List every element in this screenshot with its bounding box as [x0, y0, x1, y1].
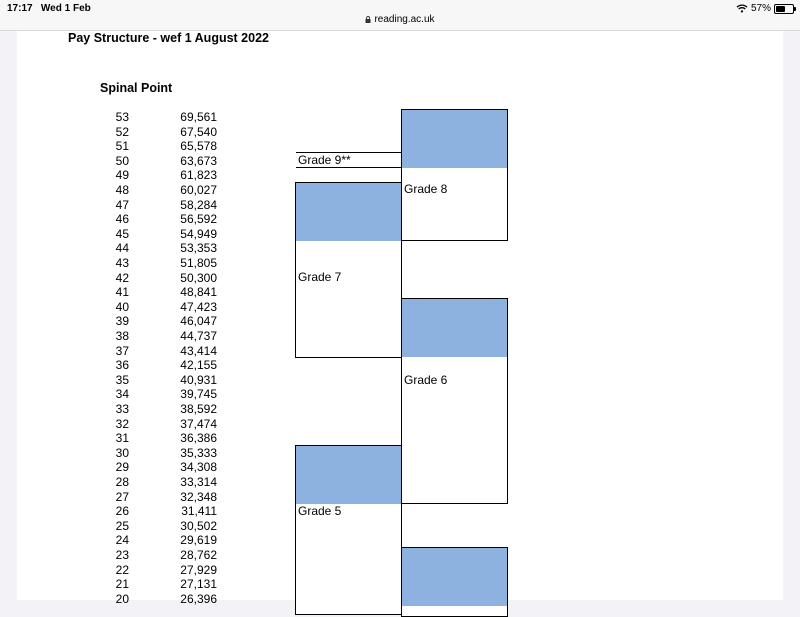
salary-value: 27,131: [180, 577, 217, 592]
spinal-point-header: Spinal Point: [100, 81, 173, 95]
salary-value: 54,949: [180, 226, 217, 241]
spinal-point-value: 29: [115, 460, 129, 475]
status-bar: [0, 0, 800, 31]
salary-value: 37,474: [180, 416, 217, 431]
spinal-point-value: 30: [115, 445, 129, 460]
grade9-label: Grade 9**: [298, 153, 351, 167]
grade8-label: Grade 8: [404, 182, 448, 196]
salary-value: 61,823: [180, 168, 217, 183]
spinal-point-value: 35: [115, 372, 129, 387]
salary-value: 26,396: [180, 591, 217, 606]
grade7-label: Grade 7: [298, 270, 342, 284]
salary-value: 58,284: [180, 197, 217, 212]
spinal-point-value: 23: [115, 548, 129, 562]
salary-value: 30,502: [180, 518, 217, 533]
grade4-band: [402, 548, 507, 606]
grade8-band: [402, 110, 507, 168]
grade9-bottom-line: [296, 167, 402, 168]
salary-value: 46,047: [180, 314, 217, 329]
spinal-point-value: 49: [115, 168, 129, 183]
battery-icon: [774, 4, 794, 14]
salary-value: 60,027: [180, 183, 217, 197]
url-text: reading.ac.uk: [374, 14, 435, 25]
spinal-point-value: 26: [115, 504, 129, 519]
spinal-point-value: 45: [115, 226, 129, 241]
salary-value: 27,929: [180, 562, 217, 577]
status-indicators: [736, 3, 794, 14]
salary-value: 65,578: [180, 139, 217, 154]
salary-value: 39,745: [180, 387, 217, 402]
spinal-point-value: 46: [115, 212, 129, 227]
spinal-point-value: 21: [115, 577, 129, 592]
spinal-point-value: 32: [115, 416, 129, 431]
grade7-band: [296, 183, 401, 241]
salary-value: 67,540: [180, 124, 217, 139]
salary-value: 63,673: [180, 153, 217, 168]
spinal-point-value: 39: [115, 314, 129, 329]
salary-value: 53,353: [180, 241, 217, 256]
spinal-point-value: 52: [115, 124, 129, 139]
spinal-point-value: 41: [115, 285, 129, 300]
salary-value: 47,423: [180, 299, 217, 314]
salary-value: 40,931: [180, 372, 217, 387]
salary-value: 32,348: [180, 489, 217, 504]
salary-value: 28,762: [180, 548, 217, 562]
page-title: Pay Structure - wef 1 August 2022: [68, 31, 269, 45]
battery-percentage: 57%: [750, 3, 771, 14]
salary-value: 48,841: [180, 285, 217, 300]
spinal-point-value: 36: [115, 358, 129, 373]
salary-value: 42,155: [180, 358, 217, 373]
spinal-point-value: 40: [115, 299, 129, 314]
salary-value: 38,592: [180, 402, 217, 416]
salary-value: 43,414: [180, 343, 217, 358]
grade8-box: [401, 109, 508, 241]
document-page: [17, 31, 783, 606]
salary-value: 44,737: [180, 329, 217, 343]
spinal-point-value: 50: [115, 153, 129, 168]
spinal-point-value: 38: [115, 329, 129, 343]
spinal-point-value: 33: [115, 402, 129, 416]
spinal-point-value: 34: [115, 387, 129, 402]
wifi-icon: [736, 4, 748, 13]
salary-value: 56,592: [180, 212, 217, 227]
salary-value: 34,308: [180, 460, 217, 475]
grade6-box: [401, 298, 508, 504]
spinal-point-value: 47: [115, 197, 129, 212]
spinal-point-value: 25: [115, 518, 129, 533]
spinal-point-value: 44: [115, 241, 129, 256]
grade5-box: [295, 445, 402, 615]
grade6-band: [402, 299, 507, 357]
salary-value: 69,561: [180, 110, 217, 124]
salary-value: 36,386: [180, 431, 217, 446]
spinal-point-value: 20: [115, 591, 129, 606]
spinal-point-value: 22: [115, 562, 129, 577]
salary-value: 51,805: [180, 256, 217, 270]
spinal-point-value: 51: [115, 139, 129, 154]
spinal-point-value: 27: [115, 489, 129, 504]
spinal-point-value: 48: [115, 183, 129, 197]
spinal-point-value: 24: [115, 533, 129, 548]
status-time-date: 17:17 Wed 1 Feb: [7, 3, 91, 14]
grade4-box: [401, 547, 508, 617]
salary-value: 33,314: [180, 475, 217, 489]
grade5-label: Grade 5: [298, 504, 342, 518]
salary-value: 35,333: [180, 445, 217, 460]
spinal-point-value: 42: [115, 270, 129, 285]
spinal-point-value: 43: [115, 256, 129, 270]
salary-value: 31,411: [181, 504, 217, 519]
spinal-point-value: 28: [115, 475, 129, 489]
spinal-point-value: 37: [115, 343, 129, 358]
spinal-point-value: 53: [115, 110, 129, 124]
address-bar[interactable]: [0, 14, 800, 25]
lock-icon: [365, 16, 371, 23]
spinal-point-value: 31: [115, 431, 129, 446]
grade6-label: Grade 6: [404, 373, 448, 387]
salary-value: 29,619: [180, 533, 217, 548]
salary-value: 50,300: [180, 270, 217, 285]
grade5-band: [296, 446, 401, 504]
